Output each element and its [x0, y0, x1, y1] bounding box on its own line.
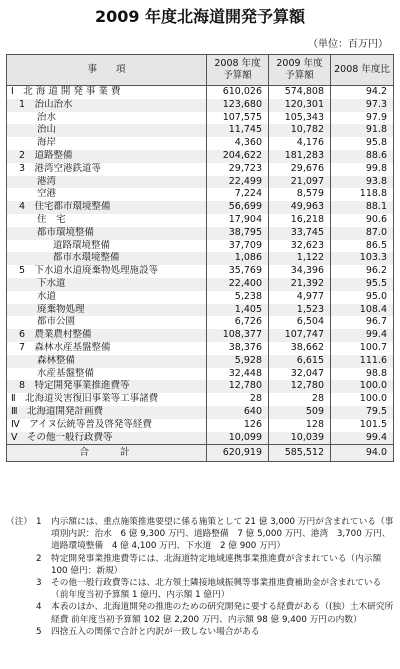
- table-row: [7, 252, 394, 265]
- row-fy2009: 32,623: [269, 240, 331, 253]
- note-number: 4: [36, 602, 42, 613]
- row-fy2008: 17,904: [207, 214, 269, 227]
- table-row: [7, 176, 394, 189]
- row-fy2008: 108,377: [207, 329, 269, 342]
- row-ratio: 91.8: [331, 124, 394, 137]
- row-ratio: 95.0: [331, 291, 394, 304]
- row-ratio: 99.4: [331, 432, 394, 445]
- table-row: [7, 316, 394, 329]
- row-item: 都市水環境整備: [7, 252, 207, 265]
- note-item: [6, 516, 394, 553]
- note-text: 本表のほか、北海道開発の推進のための研究開発に要する経費がある（(独）土木研究所経費 前年度当初予算額 102 億 2,200 万円、内示額 98 億 9,400 万円の内数）: [51, 602, 394, 625]
- row-fy2008: 38,795: [207, 227, 269, 240]
- row-fy2008: 1,405: [207, 304, 269, 317]
- table-row: [7, 406, 394, 419]
- note-item: [36, 553, 394, 577]
- row-fy2009: 4,977: [269, 291, 331, 304]
- row-fy2009: 4,176: [269, 137, 331, 150]
- table-row: [7, 227, 394, 240]
- row-item: 廃棄物処理: [7, 304, 207, 317]
- note-number: 2: [36, 553, 42, 564]
- row-fy2008: 204,622: [207, 150, 269, 163]
- row-fy2009: 49,963: [269, 201, 331, 214]
- row-fy2009: 120,301: [269, 99, 331, 112]
- row-ratio: 97.9: [331, 112, 394, 125]
- row-item: 都市公園: [7, 316, 207, 329]
- row-item: 下水道: [7, 278, 207, 291]
- row-fy2008: 7,224: [207, 188, 269, 201]
- row-ratio: 111.6: [331, 355, 394, 368]
- note-item: [36, 626, 394, 638]
- row-fy2008: 5,928: [207, 355, 269, 368]
- table-row: [7, 99, 394, 112]
- row-ratio: 87.0: [331, 227, 394, 240]
- header-item: 事 項: [7, 55, 207, 86]
- row-ratio: 108.4: [331, 304, 394, 317]
- row-fy2009: 181,283: [269, 150, 331, 163]
- notes-lead: （注）: [6, 517, 33, 527]
- page-title: 2009 年度北海道開発予算額: [94, 7, 306, 26]
- row-fy2008: 610,026: [207, 86, 269, 99]
- table-row: [7, 163, 394, 176]
- note-number: 1: [36, 517, 42, 527]
- notes: [6, 516, 394, 638]
- table-row: [7, 240, 394, 253]
- row-fy2008: 107,575: [207, 112, 269, 125]
- row-ratio: 99.4: [331, 329, 394, 342]
- row-fy2008: 38,376: [207, 342, 269, 355]
- row-fy2009: 105,343: [269, 112, 331, 125]
- row-fy2008: 28: [207, 393, 269, 406]
- row-fy2009: 10,782: [269, 124, 331, 137]
- row-ratio: 100.0: [331, 393, 394, 406]
- note-text: その他一般行政費等には、北方領土隣接地域振興等事業推進費補助金が含まれている（前年度当初予算額 1 億円、内示額 1 億円）: [51, 578, 382, 601]
- table-row: [7, 137, 394, 150]
- row-item: 海岸: [7, 137, 207, 150]
- row-item: 水道: [7, 291, 207, 304]
- row-fy2009: 574,808: [269, 86, 331, 99]
- row-item: 水産基盤整備: [7, 368, 207, 381]
- row-fy2008: 6,726: [207, 316, 269, 329]
- note-item: [36, 577, 394, 601]
- row-fy2009: 21,097: [269, 176, 331, 189]
- table-row: [7, 432, 394, 445]
- total-label: 合 計: [7, 445, 207, 462]
- table-row: [7, 380, 394, 393]
- row-ratio: 79.5: [331, 406, 394, 419]
- row-item: 3 港湾空港鉄道等: [7, 163, 207, 176]
- row-fy2008: 11,745: [207, 124, 269, 137]
- row-ratio: 99.8: [331, 163, 394, 176]
- row-fy2008: 12,780: [207, 380, 269, 393]
- row-fy2008: 640: [207, 406, 269, 419]
- row-fy2009: 29,676: [269, 163, 331, 176]
- table-row: [7, 304, 394, 317]
- row-fy2009: 33,745: [269, 227, 331, 240]
- budget-table: [6, 54, 394, 462]
- total-fy2009: 585,512: [269, 445, 331, 462]
- header-fy2009-text: 2009 年度 予算額: [276, 58, 323, 81]
- note-text: 特定開発事業推進費等には、北海道特定地域連携事業推進費が含まれている（内示額 100 億円：新規）: [51, 553, 382, 576]
- table-row: [7, 214, 394, 227]
- row-item: 5 下水道水道廃棄物処理施設等: [7, 265, 207, 278]
- row-fy2008: 32,448: [207, 368, 269, 381]
- row-item: 住 宅: [7, 214, 207, 227]
- row-fy2008: 35,769: [207, 265, 269, 278]
- row-ratio: 118.8: [331, 188, 394, 201]
- row-ratio: 98.8: [331, 368, 394, 381]
- row-ratio: 96.2: [331, 265, 394, 278]
- row-fy2009: 28: [269, 393, 331, 406]
- row-fy2008: 4,360: [207, 137, 269, 150]
- row-fy2008: 22,499: [207, 176, 269, 189]
- row-fy2008: 126: [207, 419, 269, 432]
- table-row: [7, 86, 394, 99]
- table-row: [7, 150, 394, 163]
- table-header-row: [7, 55, 394, 86]
- row-fy2009: 1,523: [269, 304, 331, 317]
- row-ratio: 95.5: [331, 278, 394, 291]
- row-fy2008: 37,709: [207, 240, 269, 253]
- row-ratio: 95.8: [331, 137, 394, 150]
- table-row: [7, 278, 394, 291]
- table-row: [7, 355, 394, 368]
- row-item: Ⅰ 北 海 道 開 発 事 業 費: [7, 86, 207, 99]
- row-ratio: 90.6: [331, 214, 394, 227]
- row-ratio: 97.3: [331, 99, 394, 112]
- table-row: [7, 112, 394, 125]
- total-row: [7, 445, 394, 462]
- row-item: 森林整備: [7, 355, 207, 368]
- row-fy2009: 12,780: [269, 380, 331, 393]
- table-row: [7, 124, 394, 137]
- row-fy2009: 1,122: [269, 252, 331, 265]
- table-row: [7, 265, 394, 278]
- row-fy2008: 1,086: [207, 252, 269, 265]
- row-fy2009: 34,396: [269, 265, 331, 278]
- note-number: 5: [36, 626, 42, 637]
- table-row: [7, 419, 394, 432]
- row-item: 1 治山治水: [7, 99, 207, 112]
- row-item: 8 特定開発事業推進費等: [7, 380, 207, 393]
- row-ratio: 88.1: [331, 201, 394, 214]
- note-text: 内示額には、重点施策推進要望に係る施策として 21 億 3,000 万円が含まれている（事項別内訳：治水 6 億 9,300 万円、道路整備 7 億 5,000 万円、港湾 3,700 万円、道路環境整備 4 億 4,100 万円、下水道 2 億 900 万円）: [51, 517, 394, 552]
- table-row: [7, 393, 394, 406]
- header-fy2008-text: 2008 年度 予算額: [214, 58, 261, 81]
- row-ratio: 94.2: [331, 86, 394, 99]
- row-item: 4 住宅都市環境整備: [7, 201, 207, 214]
- table-row: [7, 188, 394, 201]
- row-item: 空港: [7, 188, 207, 201]
- row-fy2009: 16,218: [269, 214, 331, 227]
- row-fy2009: 38,662: [269, 342, 331, 355]
- row-ratio: 88.6: [331, 150, 394, 163]
- row-item: 道路環境整備: [7, 240, 207, 253]
- header-fy2008: [207, 55, 269, 86]
- header-ratio: 2008 年度比: [331, 55, 394, 86]
- row-item: Ⅲ 北海道開発計画費: [7, 406, 207, 419]
- table-row: [7, 329, 394, 342]
- row-item: 港湾: [7, 176, 207, 189]
- row-item: Ⅳ アイヌ伝統等普及啓発等経費: [7, 419, 207, 432]
- row-item: 治水: [7, 112, 207, 125]
- row-fy2009: 107,747: [269, 329, 331, 342]
- row-fy2009: 8,579: [269, 188, 331, 201]
- note-number: 3: [36, 578, 42, 589]
- row-item: 7 森林水産基盤整備: [7, 342, 207, 355]
- row-ratio: 100.7: [331, 342, 394, 355]
- row-fy2009: 509: [269, 406, 331, 419]
- row-ratio: 86.5: [331, 240, 394, 253]
- row-ratio: 103.3: [331, 252, 394, 265]
- row-fy2008: 29,723: [207, 163, 269, 176]
- row-fy2009: 6,615: [269, 355, 331, 368]
- row-fy2009: 6,504: [269, 316, 331, 329]
- table-row: [7, 291, 394, 304]
- row-fy2009: 128: [269, 419, 331, 432]
- unit-label: （単位：百万円）: [308, 39, 388, 50]
- row-item: Ⅱ 北海道災害復旧事業等工事諸費: [7, 393, 207, 406]
- row-ratio: 93.8: [331, 176, 394, 189]
- row-fy2009: 21,392: [269, 278, 331, 291]
- row-fy2009: 32,047: [269, 368, 331, 381]
- note-item: [36, 601, 394, 625]
- row-fy2009: 10,039: [269, 432, 331, 445]
- note-text: 四捨五入の関係で合計と内訳が一致しない場合がある: [51, 626, 260, 637]
- row-fy2008: 123,680: [207, 99, 269, 112]
- row-fy2008: 5,238: [207, 291, 269, 304]
- total-ratio: 94.0: [331, 445, 394, 462]
- row-fy2008: 22,400: [207, 278, 269, 291]
- row-item: Ⅴ その他一般行政費等: [7, 432, 207, 445]
- total-fy2008: 620,919: [207, 445, 269, 462]
- row-item: 治山: [7, 124, 207, 137]
- row-item: 6 農業農村整備: [7, 329, 207, 342]
- header-fy2009: [269, 55, 331, 86]
- row-fy2008: 56,699: [207, 201, 269, 214]
- row-item: 2 道路整備: [7, 150, 207, 163]
- table-row: [7, 342, 394, 355]
- row-fy2008: 10,099: [207, 432, 269, 445]
- row-item: 都市環境整備: [7, 227, 207, 240]
- row-ratio: 96.7: [331, 316, 394, 329]
- table-row: [7, 368, 394, 381]
- table-row: [7, 201, 394, 214]
- row-ratio: 101.5: [331, 419, 394, 432]
- row-ratio: 100.0: [331, 380, 394, 393]
